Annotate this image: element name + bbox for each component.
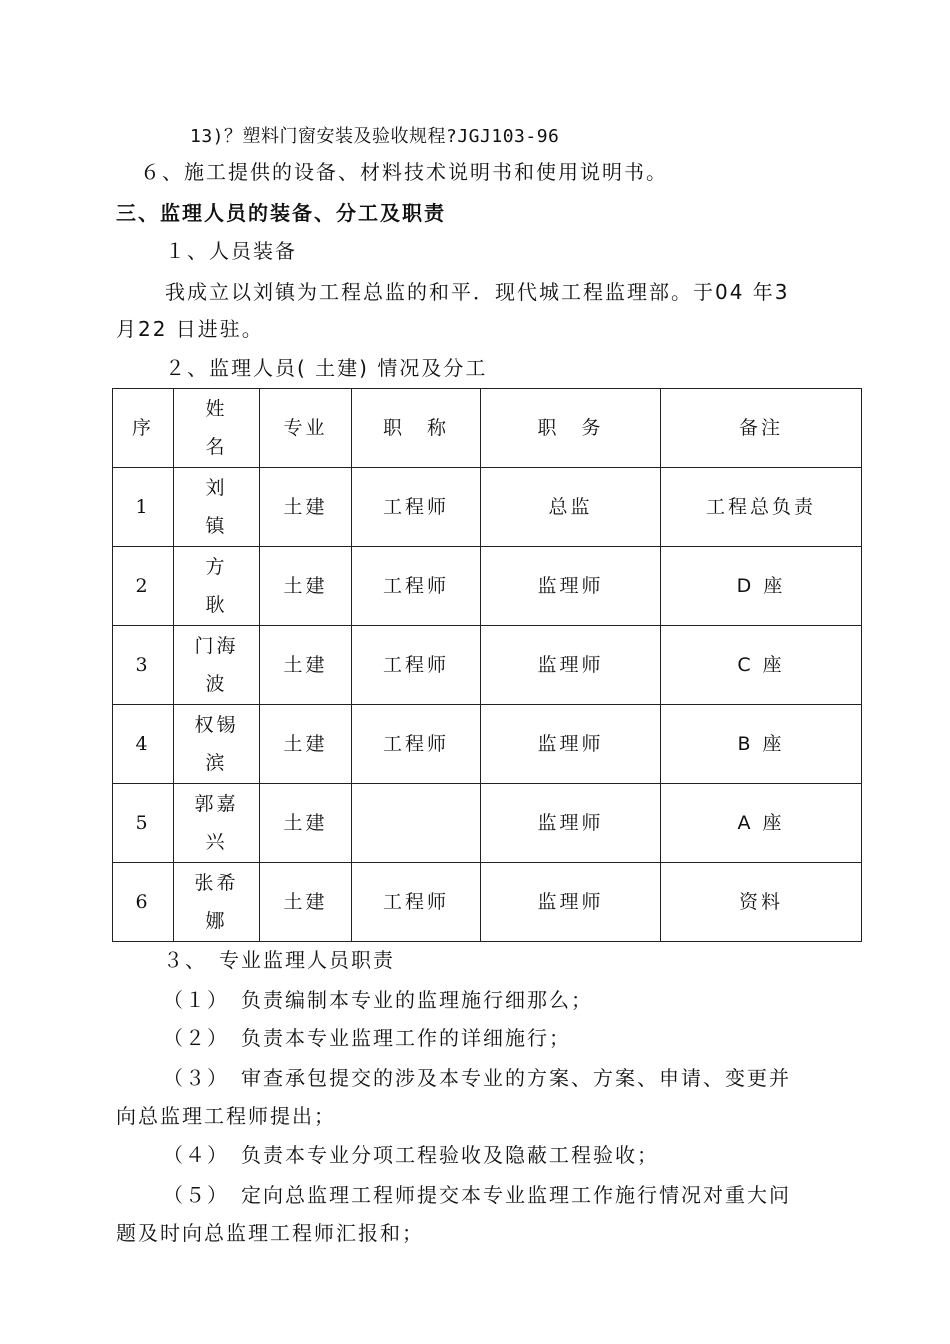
cell-major: 土建 (260, 468, 352, 547)
cell-note: C 座 (661, 626, 862, 705)
table-row (113, 705, 862, 784)
staff-table (112, 388, 862, 942)
header-name: 姓 名 (174, 389, 260, 468)
cell-title: 工程师 (352, 705, 481, 784)
cell-major: 土建 (260, 705, 352, 784)
cell-duty: 总监 (481, 468, 661, 547)
duty-item-1: （１） 负责编制本专业的监理施行细那么； (163, 988, 593, 1012)
duty-item-2: （２） 负责本专业监理工作的详细施行； (163, 1026, 571, 1050)
header-note: 备注 (661, 389, 862, 468)
staffing-paragraph-line-1: 我成立以刘镇为工程总监的和平．现代城工程监理部。于04 年3 (165, 280, 790, 304)
duty-item-4: （４） 负责本专业分项工程验收及隐蔽工程验收； (163, 1143, 659, 1167)
duty-item-5-line-1: （５） 定向总监理工程师提交本专业监理工作施行情况对重大问 (163, 1183, 791, 1207)
cell-title: 工程师 (352, 547, 481, 626)
cell-title: 工程师 (352, 626, 481, 705)
table-row (113, 468, 862, 547)
cell-note: 工程总负责 (661, 468, 862, 547)
duty-item-3-line-2: 向总监理工程师提出； (116, 1104, 336, 1128)
cell-title: 工程师 (352, 468, 481, 547)
cell-major: 土建 (260, 863, 352, 942)
spec-item-13: 13)？塑料门窗安装及验收规程?JGJ103-96 (190, 126, 560, 147)
cell-duty: 监理师 (481, 626, 661, 705)
header-seq: 序 (113, 389, 174, 468)
cell-seq: 4 (113, 705, 174, 784)
table-header-row (113, 389, 862, 468)
cell-seq: 6 (113, 863, 174, 942)
staffing-paragraph-line-2: 月22 日进驻。 (116, 317, 264, 341)
cell-name: 刘 镇 (174, 468, 260, 547)
cell-name: 郭嘉 兴 (174, 784, 260, 863)
table-row (113, 863, 862, 942)
cell-major: 土建 (260, 626, 352, 705)
cell-note: B 座 (661, 705, 862, 784)
header-major: 专业 (260, 389, 352, 468)
cell-note: 资料 (661, 863, 862, 942)
cell-name: 权锡 滨 (174, 705, 260, 784)
duty-item-5-line-2: 题及时向总监理工程师汇报和； (116, 1221, 424, 1245)
header-title: 职 称 (352, 389, 481, 468)
cell-name: 方 耿 (174, 547, 260, 626)
cell-note: A 座 (661, 784, 862, 863)
cell-duty: 监理师 (481, 863, 661, 942)
cell-name: 门海 波 (174, 626, 260, 705)
cell-seq: 3 (113, 626, 174, 705)
cell-seq: 2 (113, 547, 174, 626)
cell-duty: 监理师 (481, 705, 661, 784)
section-3-heading: 三、监理人员的装备、分工及职责 (116, 201, 446, 225)
cell-title: 工程师 (352, 863, 481, 942)
cell-major: 土建 (260, 784, 352, 863)
cell-seq: 5 (113, 784, 174, 863)
subheading-duties: ３、 专业监理人员职责 (163, 948, 395, 972)
cell-title (352, 784, 481, 863)
cell-seq: 1 (113, 468, 174, 547)
cell-duty: 监理师 (481, 784, 661, 863)
subheading-staff-table: ２、监理人员( 土建) 情况及分工 (165, 356, 488, 380)
cell-name: 张希 娜 (174, 863, 260, 942)
cell-duty: 监理师 (481, 547, 661, 626)
table-row (113, 626, 862, 705)
table-row (113, 784, 862, 863)
cell-major: 土建 (260, 547, 352, 626)
duty-item-3-line-1: （３） 审查承包提交的涉及本专业的方案、方案、申请、变更并 (163, 1066, 791, 1090)
header-duty: 职 务 (481, 389, 661, 468)
subheading-staffing: １、人员装备 (165, 239, 297, 263)
item-6: ６、施工提供的设备、材料技术说明书和使用说明书。 (140, 160, 668, 184)
table-row (113, 547, 862, 626)
cell-note: D 座 (661, 547, 862, 626)
